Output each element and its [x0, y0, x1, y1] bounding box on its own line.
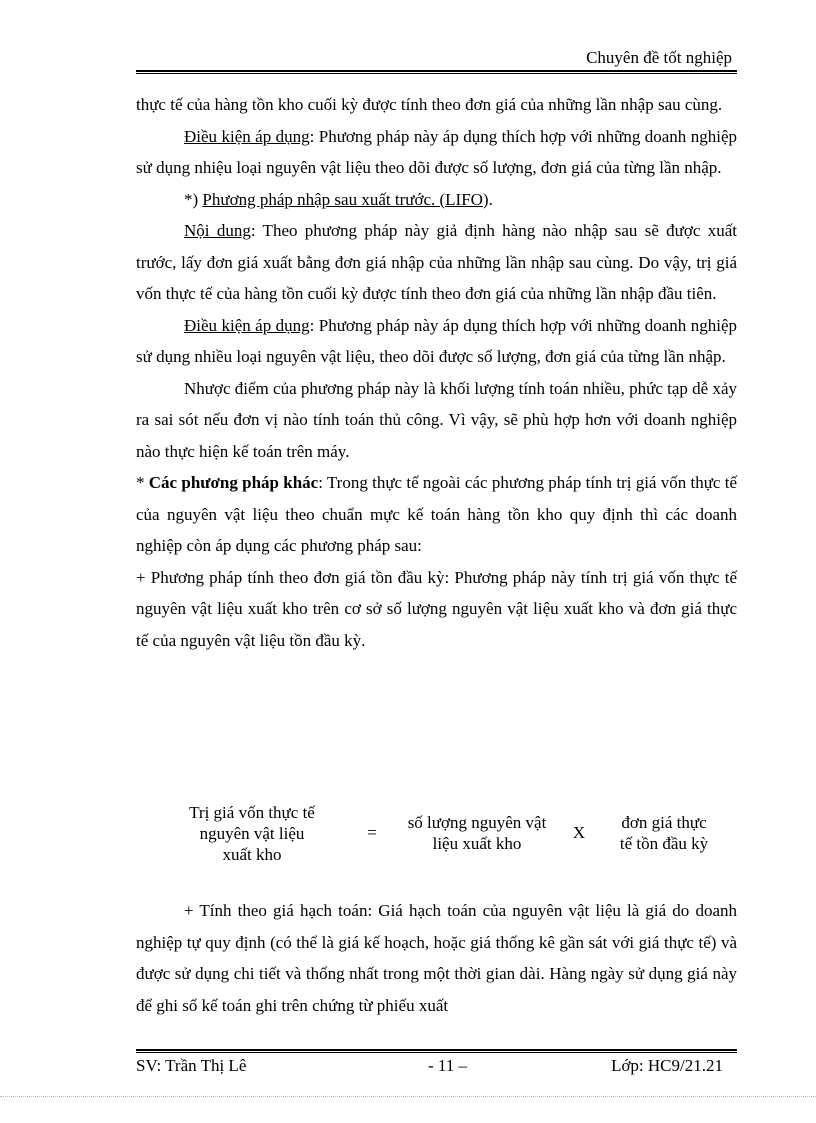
body-text-continued — [136, 895, 737, 1021]
bullet-prefix: *) — [184, 189, 203, 209]
footer — [136, 1056, 737, 1080]
formula — [136, 800, 737, 870]
paragraph-text: : Trong thực tế ngoài các phương pháp tính trị giá vốn thực tế của nguyên vật liệu theo chuẩn mực kế toán hàng tồn kho quy định thì các doanh nghiệp còn áp dụng các phương pháp sau: — [136, 473, 738, 555]
formula-equals: = — [367, 823, 377, 842]
underlined-term: Điều kiện áp dụng — [184, 126, 310, 146]
formula-left — [162, 802, 342, 865]
footer-page-number: - 11 – — [428, 1056, 468, 1075]
header-title: Chuyên đề tốt nghiệp — [586, 48, 732, 67]
footer-class: Lớp: HC9/21.21 — [611, 1056, 723, 1075]
paragraph-continuation: thực tế của hàng tồn kho cuối kỳ được tính theo đơn giá của những lần nhập sau cùng. — [136, 95, 723, 114]
paragraph-text: ). — [482, 189, 493, 209]
paragraph-accounting-price: + Tính theo giá hạch toán: Giá hạch toán của nguyên vật liệu là giá do doanh nghiệp tự quy định (có thể là giá kế hoạch, hoặc giá thống kê gần sát với giá thực tế) và được sử dụng chi tiết và thống nhất trong một thời gian dài. Hàng ngày sử dụng giá này để ghi sổ kế toán ghi trên chứng từ phiếu xuất — [136, 901, 737, 1015]
footer-divider — [136, 1049, 737, 1053]
formula-right — [596, 812, 732, 854]
header-divider — [136, 70, 737, 74]
paragraph-lifo-heading — [136, 184, 737, 216]
formula-line: số lượng nguyên vật — [407, 813, 547, 832]
formula-line: đơn giá thực — [621, 813, 707, 832]
footer-student: SV: Trần Thị Lê — [136, 1056, 247, 1075]
paragraph-text: : Phương pháp này áp dụng thích hợp với những doanh nghiệp sử dụng nhiều loại nguyên vật liệu, theo dõi được số lượng, đơn giá của từng lần nhập. — [136, 315, 737, 366]
formula-line: tế tồn đầu kỳ — [619, 834, 709, 853]
paragraph-content-lifo — [136, 215, 737, 310]
paragraph-other-methods — [136, 467, 737, 562]
underlined-term: Nội dung — [184, 221, 251, 240]
paragraph-opening-price-method: + Phương pháp tính theo đơn giá tồn đầu kỳ: Phương pháp này tính trị giá vốn thực tế nguyên vật liệu xuất kho trên cơ sở số lượng nguyên vật liệu xuất kho và đơn giá thực tế của nguyên vật liệu tồn đầu kỳ. — [136, 567, 737, 650]
formula-line: xuất kho — [222, 845, 282, 864]
underlined-term: Phương pháp nhập sau xuất trước. (LIFO — [202, 189, 483, 209]
paragraph-text: : Theo phương pháp này giả định hàng nào nhập sau sẽ được xuất trước, lấy đơn giá xuất bằng đơn giá nhập của những lần nhập sau cùng. Do vậy, trị giá vốn thực tế của hàng tồn cuối kỳ được tính theo đơn giá của những lần nhập đầu tiên. — [136, 221, 738, 303]
bullet-prefix: * — [136, 473, 149, 492]
bold-term: Các phương pháp khác — [148, 473, 319, 492]
formula-times: X — [572, 823, 586, 842]
formula-line: liệu xuất kho — [432, 834, 522, 853]
paragraph-disadvantage: Nhược điểm của phương pháp này là khối lượng tính toán nhiều, phức tạp dễ xảy ra sai sót nếu đơn vị nào tính toán thủ công. Vì vậy, sẽ phù hợp hơn với doanh nghiệp nào thực hiện kế toán trên máy. — [136, 378, 737, 461]
paragraph-condition-lifo — [136, 310, 737, 373]
formula-line: Trị giá vốn thực tế — [189, 803, 315, 822]
paragraph-condition-fifo — [136, 121, 737, 184]
paragraph-text: : Phương pháp này áp dụng thích hợp với những doanh nghiệp sử dụng nhiệu loại nguyên vật liệu theo dõi được số lượng, đơn giá của từng lần nhập. — [136, 126, 737, 177]
underlined-term: Điều kiện áp dụng — [184, 315, 310, 335]
body-text — [136, 89, 737, 656]
page-bottom-border — [0, 1096, 816, 1097]
formula-middle — [394, 812, 560, 854]
formula-line: nguyên vật liệu — [199, 824, 305, 843]
